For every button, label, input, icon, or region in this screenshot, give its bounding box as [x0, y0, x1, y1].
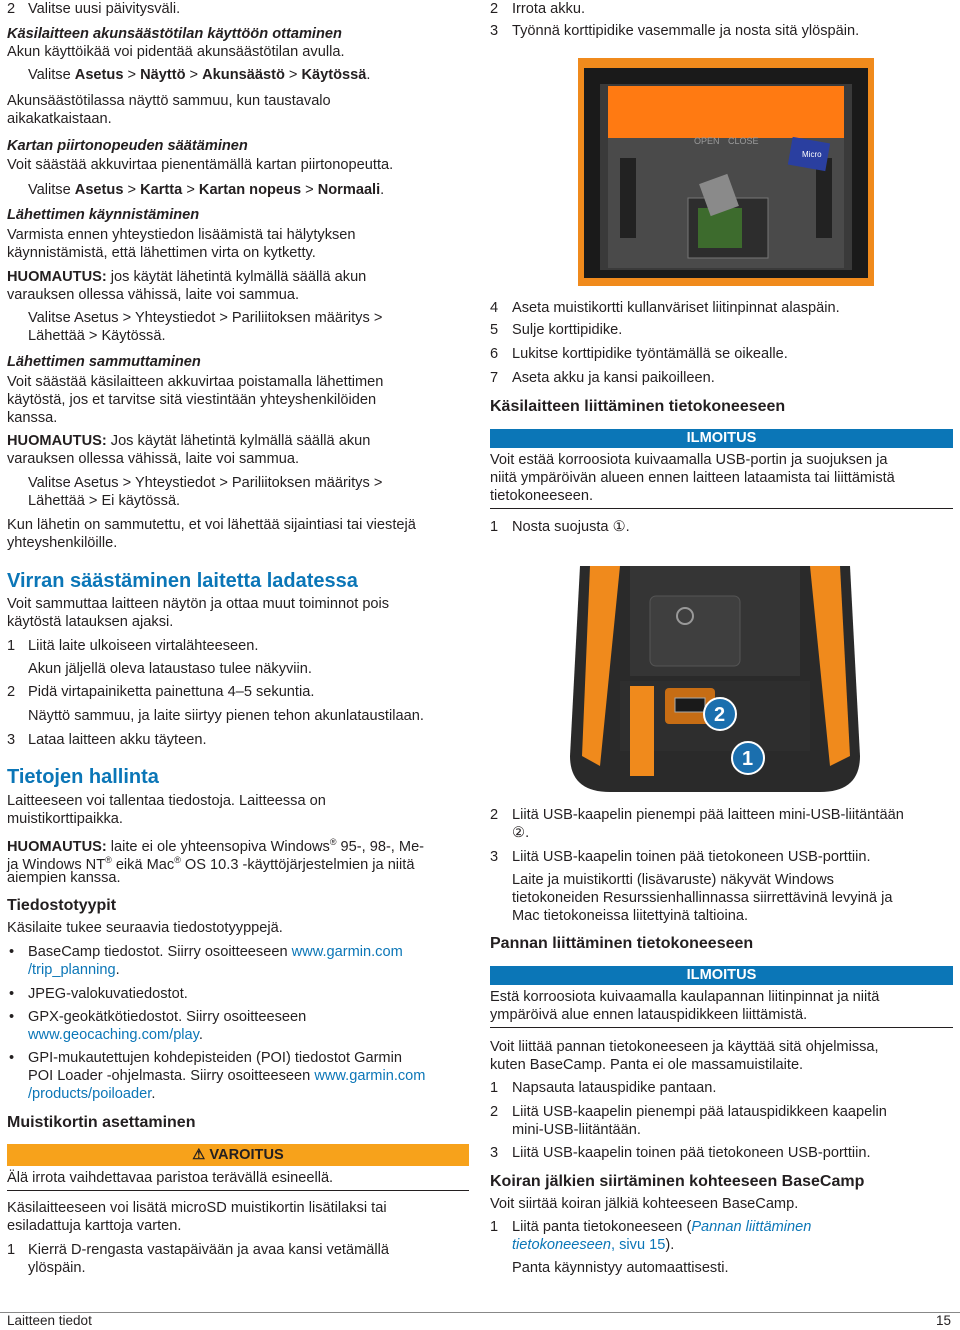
step-number: 7 — [490, 370, 499, 386]
paragraph: Kun lähetin on sammutettu, et voi lähettää sijaintiasi tai viestejä — [7, 517, 416, 533]
step-text: Nosta suojusta ①. — [512, 519, 630, 535]
paragraph: Akun käyttöikää voi pidentää akunsäästötilan avulla. — [7, 44, 345, 60]
step-text: mini-USB-liitäntään. — [512, 1122, 641, 1138]
step-result: Akun jäljellä oleva lataustaso tulee näkyviin. — [28, 661, 312, 677]
step-number: 2 — [490, 1104, 499, 1120]
callout-1-label: 1 — [742, 748, 754, 770]
heading-power-save: Käsilaitteen akunsäästötilan käyttöön ottaminen — [7, 26, 342, 42]
bullet-text: JPEG-valokuvatiedostot. — [28, 986, 188, 1002]
battery-compartment-photo — [578, 58, 874, 286]
paragraph: Voit liittää pannan tietokoneeseen ja käyttää sitä ohjelmissa, — [490, 1039, 879, 1055]
paragraph: Käsilaitteeseen voi lisätä microSD muistikortin lisätilaksi tai — [7, 1200, 387, 1216]
heading-dog-tracks: Koiran jälkien siirtäminen kohteeseen BaseCamp — [490, 1173, 865, 1190]
bullet-text: GPX-geokätkötiedostot. Siirry osoitteeseen — [28, 1009, 307, 1025]
heading-connect-computer: Käsilaitteen liittäminen tietokoneeseen — [490, 398, 786, 415]
step-text: Kierrä D-rengasta vastapäivään ja avaa kansi vetämällä — [28, 1242, 389, 1258]
step-number: 3 — [490, 1145, 499, 1161]
heading-charge-save: Virran säästäminen laitetta ladatessa — [7, 570, 358, 592]
page-number: 15 — [936, 1313, 952, 1328]
notice-text: tietokoneeseen. — [490, 488, 594, 504]
bullet-text: POI Loader -ohjelmasta. Siirry osoitteeseen www.garmin.com — [28, 1068, 426, 1084]
menu-path: Lähettää > Ei käytössä. — [28, 493, 181, 509]
step-result: Laite ja muistikortti (lisävaruste) näkyvät Windows — [512, 872, 834, 888]
step-text: Irrota akku. — [512, 1, 585, 17]
step-text: Lataa laitteen akku täyteen. — [28, 732, 207, 748]
paragraph: Voit siirtää koiran jälkiä kohteeseen BaseCamp. — [490, 1196, 799, 1212]
paragraph: Laitteeseen voi tallentaa tiedostoja. Laitteessa on — [7, 793, 326, 809]
step-number: 5 — [490, 322, 499, 338]
step-number: 1 — [7, 1242, 16, 1258]
micro-label: Micro — [802, 150, 822, 159]
paragraph: käynnistämistä, että lähettimen virta on kytketty. — [7, 245, 316, 261]
paragraph: muistikorttipaikka. — [7, 811, 123, 827]
step-result: Näyttö sammuu, ja laite siirtyy pienen tehon akunlataustilaan. — [28, 708, 424, 724]
paragraph: Voit säästää akkuvirtaa pienentämällä kartan piirtonopeutta. — [7, 157, 394, 173]
bullet-icon: • — [9, 1050, 15, 1066]
paragraph: kanssa. — [7, 410, 58, 426]
bullet-text: BaseCamp tiedostot. Siirry osoitteeseen www.garmin.com — [28, 944, 403, 960]
link-poiloader[interactable]: /products/poiloader — [28, 1086, 152, 1102]
menu-path: Valitse Asetus > Kartta > Kartan nopeus > Normaali. — [28, 182, 385, 198]
paragraph: käytöstä, jos et tarvitse sitä viestintään yhteyshenkilöiden — [7, 392, 377, 408]
menu-path: Valitse Asetus > Yhteystiedot > Pariliitoksen määritys > — [28, 310, 383, 326]
step-text: Aseta muistikortti kullanväriset liitinpinnat alaspäin. — [512, 300, 840, 316]
step-text: Työnnä korttipidike vasemmalle ja nosta sitä ylöspäin. — [512, 23, 860, 39]
device-usb-illustration — [560, 566, 870, 792]
paragraph: esiladattuja karttoja varten. — [7, 1218, 182, 1234]
menu-path: Lähettää > Käytössä. — [28, 328, 166, 344]
notice-banner: ILMOITUS — [490, 966, 953, 985]
notice-banner: ILMOITUS — [490, 429, 953, 448]
notice-text: Estä korroosiota kuivaamalla kaulapannan liitinpinnat ja niitä — [490, 989, 880, 1005]
step-text: ylöspäin. — [28, 1260, 86, 1276]
step-text: Lukitse korttipidike työntämällä se oikealle. — [512, 346, 788, 362]
link-trip-planning[interactable]: /trip_planning — [28, 962, 116, 978]
step-number: 1 — [490, 519, 499, 535]
menu-path: Valitse Asetus > Näyttö > Akunsäästö > Käytössä. — [28, 67, 371, 83]
step-text: Liitä USB-kaapelin pienempi pää laitteen mini-USB-liitäntään — [512, 807, 904, 823]
step-text: Liitä laite ulkoiseen virtalähteeseen. — [28, 638, 259, 654]
heading-collar-connect: Pannan liittäminen tietokoneeseen — [490, 935, 754, 952]
step-text: Liitä USB-kaapelin toinen pää tietokoneen USB-porttiin. — [512, 1145, 871, 1161]
footer-divider — [0, 1312, 960, 1313]
divider — [490, 1027, 953, 1028]
divider — [490, 508, 953, 509]
step-number: 2 — [7, 684, 16, 700]
paragraph: käytöstä latauksen ajaksi. — [7, 614, 174, 630]
note: HUOMAUTUS: jos käytät lähetintä kylmällä säällä akun — [7, 269, 367, 285]
paragraph: Käsilaite tukee seuraavia tiedostotyyppejä. — [7, 920, 283, 936]
menu-path: Valitse Asetus > Yhteystiedot > Pariliitoksen määritys > — [28, 475, 383, 491]
link-collar-connect[interactable]: Pannan liittäminen — [691, 1219, 812, 1235]
note: aiempien kanssa. — [7, 870, 121, 886]
bullet-text: GPI-mukautettujen kohdepisteiden (POI) tiedostot Garmin — [28, 1050, 402, 1066]
step-number: 2 — [490, 1, 499, 17]
heading-data-management: Tietojen hallinta — [7, 766, 159, 788]
step-text: Napsauta latauspidike pantaan. — [512, 1080, 717, 1096]
step-text: tietokoneeseen, sivu 15). — [512, 1237, 675, 1253]
step-result: Mac tietokoneissa liitettyinä taltioina. — [512, 908, 749, 924]
notice-text: Voit estää korroosiota kuivaamalla USB-portin ja suojuksen ja — [490, 452, 888, 468]
bullet-icon: • — [9, 944, 15, 960]
step-result: tietokoneiden Resurssienhallinnassa siirrettävinä levyinä ja — [512, 890, 893, 906]
link-garmin[interactable]: www.garmin.com — [314, 1068, 426, 1084]
heading-memory-card: Muistikortin asettaminen — [7, 1114, 196, 1131]
link-page-ref[interactable]: , sivu 15 — [611, 1237, 666, 1253]
step-text: Pidä virtapainiketta painettuna 4–5 sekuntia. — [28, 684, 315, 700]
step-text: Liitä USB-kaapelin pienempi pää latauspidikkeen kaapelin — [512, 1104, 887, 1120]
paragraph: Varmista ennen yhteystiedon lisäämistä tai hälytyksen — [7, 227, 356, 243]
step-number: 6 — [490, 346, 499, 362]
heading-transmitter-off: Lähettimen sammuttaminen — [7, 354, 201, 370]
step-number: 1 — [490, 1080, 499, 1096]
step-text: Sulje korttipidike. — [512, 322, 623, 338]
note: ja Windows NT® eikä Mac® OS 10.3 -käyttöjärjestelmien ja niitä — [7, 855, 415, 873]
step-text: Liitä panta tietokoneeseen (Pannan liittäminen — [512, 1219, 812, 1235]
bullet-text: /products/poiloader. — [28, 1086, 156, 1102]
divider — [7, 1190, 469, 1191]
link-geocaching[interactable]: www.geocaching.com/play — [28, 1027, 199, 1043]
link-collar-connect[interactable]: tietokoneeseen — [512, 1237, 611, 1253]
step-text: Liitä USB-kaapelin toinen pää tietokoneen USB-porttiin. — [512, 849, 871, 865]
warning-icon: ⚠ — [192, 1147, 206, 1163]
step-number: 1 — [7, 638, 16, 654]
paragraph: aikakatkaistaan. — [7, 111, 112, 127]
paragraph: yhteyshenkilöille. — [7, 535, 118, 551]
paragraph: Voit sammuttaa laitteen näytön ja ottaa muut toiminnot pois — [7, 596, 390, 612]
bullet-text: www.geocaching.com/play. — [28, 1027, 203, 1043]
note: varauksen ollessa vähissä, laite voi sammua. — [7, 287, 300, 303]
step-text: ②. — [512, 825, 530, 841]
step-number: 2 — [490, 807, 499, 823]
step-number: 3 — [7, 732, 16, 748]
battery-compartment-illustration — [578, 58, 874, 286]
callout-2-label: 2 — [714, 704, 726, 726]
warning-text: Älä irrota vaihdettavaa paristoa terävällä esineellä. — [7, 1170, 334, 1186]
step-number: 4 — [490, 300, 499, 316]
heading-transmitter-on: Lähettimen käynnistäminen — [7, 207, 200, 223]
paragraph: kuten BaseCamp. Panta ei ole massamuistilaite. — [490, 1057, 804, 1073]
warning-banner: ⚠ VAROITUS — [7, 1144, 469, 1166]
open-label: OPEN — [694, 136, 720, 146]
footer-section: Laitteen tiedot — [7, 1313, 92, 1328]
notice-text: niitä ympäröivän alueen ennen laitteen lataamista tai liittämistä — [490, 470, 895, 486]
notice-text: ympäröivä alue ennen latauspidikkeen liittämistä. — [490, 1007, 808, 1023]
heading-map-speed: Kartan piirtonopeuden säätäminen — [7, 138, 248, 154]
paragraph: Voit säästää käsilaitteen akkuvirtaa poistamalla lähettimen — [7, 374, 384, 390]
step-number: 1 — [490, 1219, 499, 1235]
bullet-icon: • — [9, 1009, 15, 1025]
device-usb-photo — [560, 566, 870, 792]
step-number: 2 — [7, 1, 16, 17]
note: varauksen ollessa vähissä, laite voi sammua. — [7, 451, 300, 467]
bullet-icon: • — [9, 986, 15, 1002]
paragraph: Akunsäästötilassa näyttö sammuu, kun taustavalo — [7, 93, 331, 109]
link-garmin[interactable]: www.garmin.com — [291, 944, 403, 960]
step-number: 3 — [490, 23, 499, 39]
note: HUOMAUTUS: Jos käytät lähetintä kylmällä säällä akun — [7, 433, 371, 449]
bullet-text: /trip_planning. — [28, 962, 120, 978]
close-label: CLOSE — [728, 136, 759, 146]
step-result: Panta käynnistyy automaattisesti. — [512, 1260, 729, 1276]
note: HUOMAUTUS: laite ei ole yhteensopiva Windows® 95-, 98-, Me- — [7, 837, 425, 855]
step-number: 3 — [490, 849, 499, 865]
heading-file-types: Tiedostotyypit — [7, 897, 117, 914]
step-text: Aseta akku ja kansi paikoilleen. — [512, 370, 715, 386]
step-text: Valitse uusi päivitysväli. — [28, 1, 181, 17]
